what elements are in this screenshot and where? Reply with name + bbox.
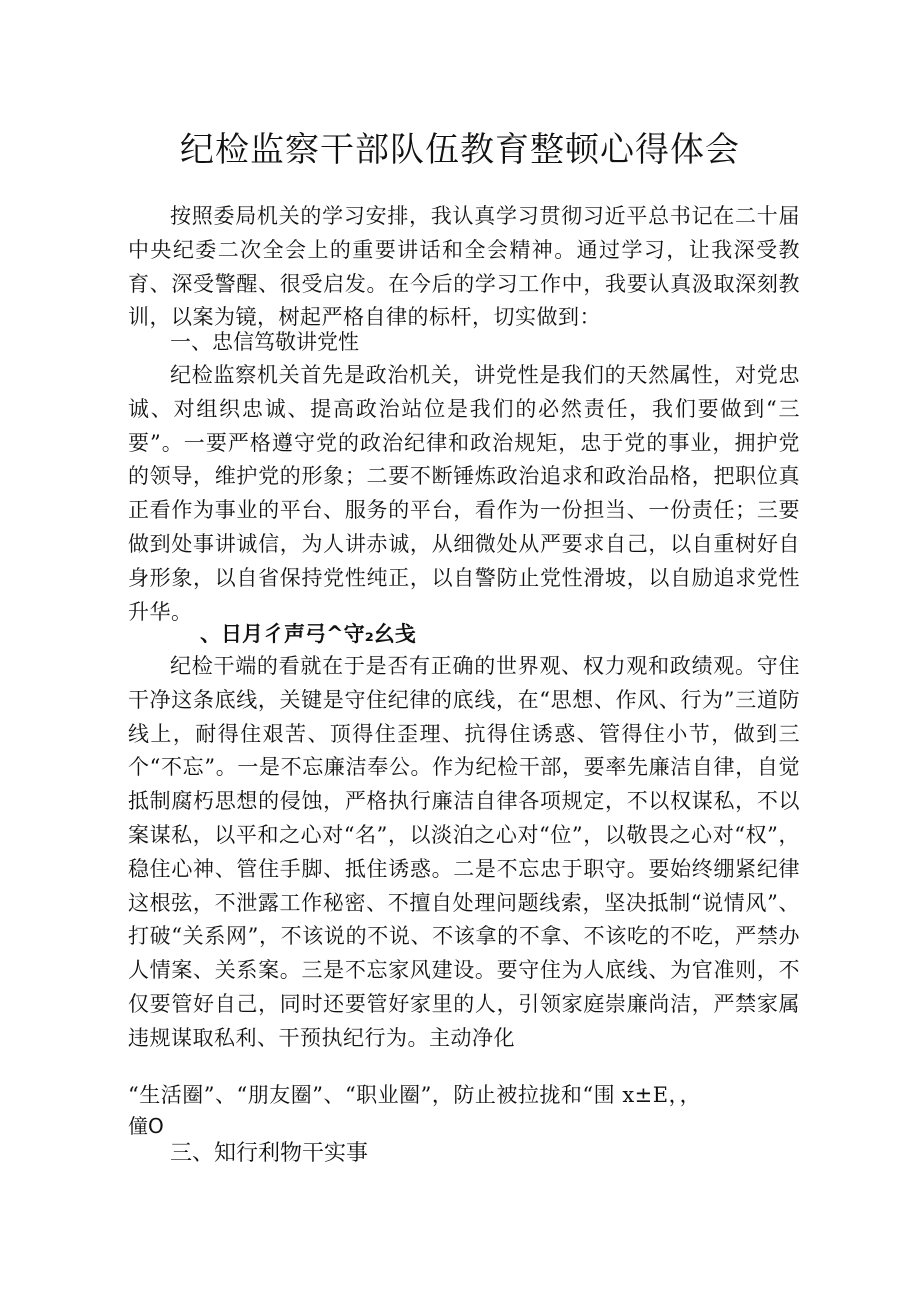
section-1-heading: 一、忠信笃敬讲党性 <box>170 330 359 354</box>
section-3-heading: 三、知行利物干实事 <box>170 1141 369 1166</box>
document-title: 纪检监察干部队伍教育整顿心得体会 <box>180 130 740 170</box>
intro-paragraph: 按照委局机关的学习安排，我认真学习贯彻习近平总书记在二十届中央纪委二次全会上的重要讲话和全会精神。通过学习，让我深受教育、深受警醒、很受启发。在今后的学习工作中，我要认真汲取深刻教训，以案为镜，树起严格自律的标杆，切实做到： <box>128 204 800 330</box>
section-2-heading: 、日月彳声弓^守₂幺戋 <box>200 622 416 646</box>
section-2-paragraph: 纪检干端的看就在于是否有正确的世界观、权力观和政绩观。守住干净这条底线，关键是守住纪律的底线，在“思想、作风、行为”三道防线上，耐得住艰苦、顶得住歪理、抗得住诱惑、管得住小节，做到三个“不忘”。一是不忘廉洁奉公。作为纪检干部，要率先廉洁自律，自觉抵制腐朽思想的侵蚀，严格执行廉洁自律各项规定，不以权谋私，不以案谋私，以平和之心对“名”，以淡泊之心对“位”，以敬畏之心对“权”，稳住心神、管住手脚、抵住诱惑。二是不忘忠于职守。要始终绷紧纪律这根弦，不泄露工作秘密、不擅自处理问题线索，坚决抵制“说情风”、打破“关系网”，不该说的不说、不该拿的不拿、不该吃的不吃，严禁办人情案、关系案。三是不忘家风建设。要守住为人底线、为官准则，不仅要管好自己，同时还要管好家里的人，引领家庭崇廉尚洁，严禁家属违规谋取私利、干预执纪行为。主动净化 <box>128 654 800 1050</box>
section-1-paragraph: 纪检监察机关首先是政治机关，讲党性是我们的天然属性，对党忠诚、对组织忠诚、提高政治站位是我们的必然责任，我们要做到“三要”。一要严格遵守党的政治纪律和政治规矩，忠于党的事业，拥护党的领导，维护党的形象；二要不断锤炼政治追求和政治品格，把职位真正看作为事业的平台、服务的平台，看作为一份担当、一份责任；三要做到处事讲诚信，为人讲赤诚，从细微处从严要求自己，以自重树好自身形象，以自省保持党性纯正，以自警防止党性滑坡，以自励追求党性升华。 <box>128 363 800 624</box>
section-2-tail: “生活圈”、“朋友圈”、“职业圈”，防止被拉拢和“围 x±E，， <box>128 1083 702 1107</box>
section-2-tail-mark: 僮O <box>128 1114 164 1138</box>
